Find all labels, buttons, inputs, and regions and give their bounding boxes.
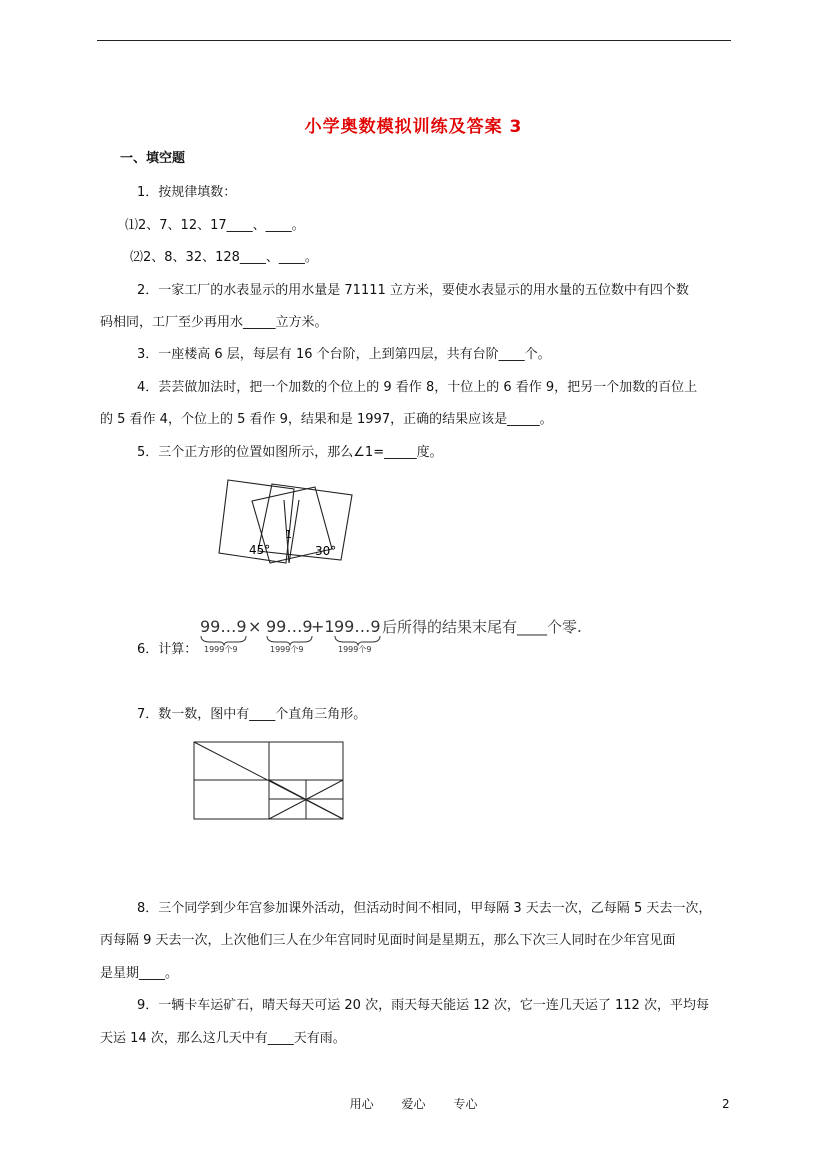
term-3: 99…9 — [334, 617, 381, 636]
angle-1-label: 1 — [285, 528, 292, 541]
q3-text: 3．一座楼高 6 层，每层有 16 个台阶，上到第四层，共有台阶____个。 — [137, 347, 551, 362]
q7-text: 7．数一数，图中有____个直角三角形。 — [137, 707, 367, 722]
header-rule — [97, 40, 731, 41]
q9-line2: 天运 14 次，那么这几天中有____天有雨。 — [100, 1031, 346, 1046]
q8-line3: 是星期____。 — [100, 966, 179, 981]
page-footer — [0, 1095, 827, 1112]
q6-label: 6．计算： — [137, 642, 198, 657]
q5-text: 5．三个正方形的位置如图所示，那么∠1=_____度。 — [137, 445, 443, 460]
footer-text-1: 用心 — [349, 1097, 374, 1111]
q6-formula — [198, 612, 618, 656]
brace-label-1: 1999个9 — [204, 645, 238, 654]
brace-label-2: 1999个9 — [270, 645, 304, 654]
q9-line1: 9．一辆卡车运矿石，晴天每天可运 20 次，雨天每天能运 12 次，它一连几天运了 112 次，平均每 — [137, 998, 709, 1013]
q1-part-b: ⑵2、8、32、128____、____。 — [130, 250, 318, 265]
q2-line1: 2．一家工厂的水表显示的用水量是 71111 立方米，要使水表显示的用水量的五位数中有四个数 — [137, 283, 689, 298]
brace-label-3: 1999个9 — [338, 645, 372, 654]
q8-line1: 8．三个同学到少年宫参加课外活动，但活动时间不相同，甲每隔 3 天去一次，乙每隔 5 天去一次， — [137, 901, 712, 916]
q4-line2: 的 5 看作 4，个位上的 5 看作 9，结果和是 1997，正确的结果应该是_____。 — [100, 412, 553, 427]
formula-suffix: 后所得的结果末尾有____个零. — [382, 618, 582, 636]
q2-line2: 码相同，工厂至少再用水_____立方米。 — [100, 315, 328, 330]
term-2: 99…9 — [266, 617, 313, 636]
q8-line2: 丙每隔 9 天去一次，上次他们三人在少年宫同时见面时间是星期五，那么下次三人同时在少年宫见面 — [100, 933, 676, 948]
page-number: 2 — [722, 1097, 730, 1111]
q1-stem: 1．按规律填数： — [137, 185, 237, 200]
plus-one: +1 — [311, 617, 335, 636]
triangle-grid-figure — [193, 741, 345, 821]
three-squares-figure — [215, 470, 365, 570]
q1-part-a: ⑴2、7、12、17____、____。 — [125, 218, 305, 233]
footer-text-3: 专心 — [453, 1097, 478, 1111]
times-sign: × — [248, 617, 262, 636]
right-square — [258, 484, 352, 560]
angle-30-label: 30° — [315, 544, 337, 558]
section-heading: 一、填空题 — [120, 151, 186, 166]
term-1: 99…9 — [200, 617, 247, 636]
angle-45-label: 45° — [249, 543, 271, 557]
footer-text-2: 爱心 — [401, 1097, 426, 1111]
q4-line1: 4．芸芸做加法时，把一个加数的个位上的 9 看作 8，十位上的 6 看作 9，把另一个加数的百位上 — [137, 380, 698, 395]
page-title: 小学奥数模拟训练及答案 3 — [304, 117, 523, 137]
